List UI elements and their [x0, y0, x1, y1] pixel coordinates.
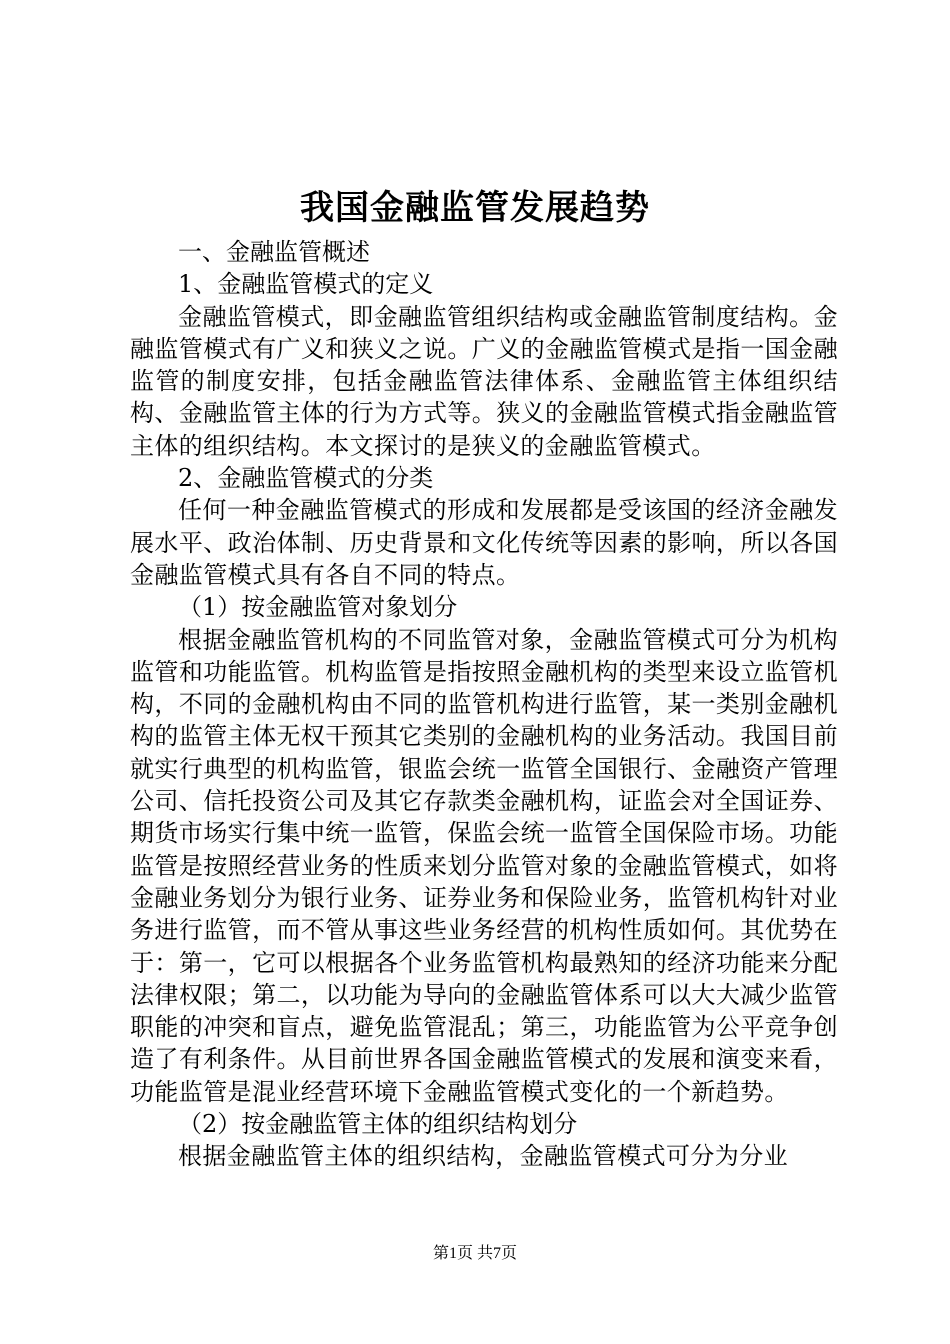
subsection-heading-by-structure: （2）按金融监管主体的组织结构划分 [178, 1110, 578, 1139]
paragraph-definition: 金融监管模式，即金融监管组织结构或金融监管制度结构。金融监管模式有广义和狭义之说。广义的金融监管模式是指一国金融监管的制度安排，包括金融监管法律体系、金融监管主体组织结构、金融监管主体的行为方式等。狭义的金融监管模式指金融监管主体的组织结构。本文探讨的是狭义的金融监管模式。 [130, 302, 838, 460]
document-body [130, 236, 838, 1173]
section-heading-definition: 1、金融监管模式的定义 [178, 270, 434, 299]
subsection-heading-by-object: （1）按金融监管对象划分 [178, 593, 458, 622]
paragraph-by-structure: 根据金融监管主体的组织结构，金融监管模式可分为分业 [178, 1142, 788, 1171]
section-heading-classification: 2、金融监管模式的分类 [178, 464, 434, 493]
section-heading-overview: 一、金融监管概述 [178, 238, 370, 266]
paragraph-classification: 任何一种金融监管模式的形成和发展都是受该国的经济金融发展水平、政治体制、历史背景和文化传统等因素的影响，所以各国金融监管模式具有各自不同的特点。 [130, 496, 838, 589]
paragraph-by-object: 根据金融监管机构的不同监管对象，金融监管模式可分为机构监管和功能监管。机构监管是指按照金融机构的类型来设立监管机构，不同的金融机构由不同的监管机构进行监管，某一类别金融机构的监管主体无权干预其它类别的金融机构的业务活动。我国目前就实行典型的机构监管，银监会统一监管全国银行、金融资产管理公司、信托投资公司及其它存款类金融机构，证监会对全国证券、期货市场实行集中统一监管，保监会统一监管全国保险市场。功能监管是按照经营业务的性质来划分监管对象的金融监管模式，如将金融业务划分为银行业务、证券业务和保险业务，监管机构针对业务进行监管，而不管从事这些业务经营的机构性质如何。其优势在于：第一，它可以根据各个业务监管机构最熟知的经济功能来分配法律权限；第二，以功能为导向的金融监管体系可以大大减少监管职能的冲突和盲点，避免监管混乱；第三，功能监管为公平竞争创造了有利条件。从目前世界各国金融监管模式的发展和演变来看，功能监管是混业经营环境下金融监管模式变化的一个新趋势。 [130, 625, 838, 1106]
document-title: 我国金融监管发展趋势 [300, 188, 650, 228]
page-footer: 第1页 共7页 [432, 1245, 517, 1262]
